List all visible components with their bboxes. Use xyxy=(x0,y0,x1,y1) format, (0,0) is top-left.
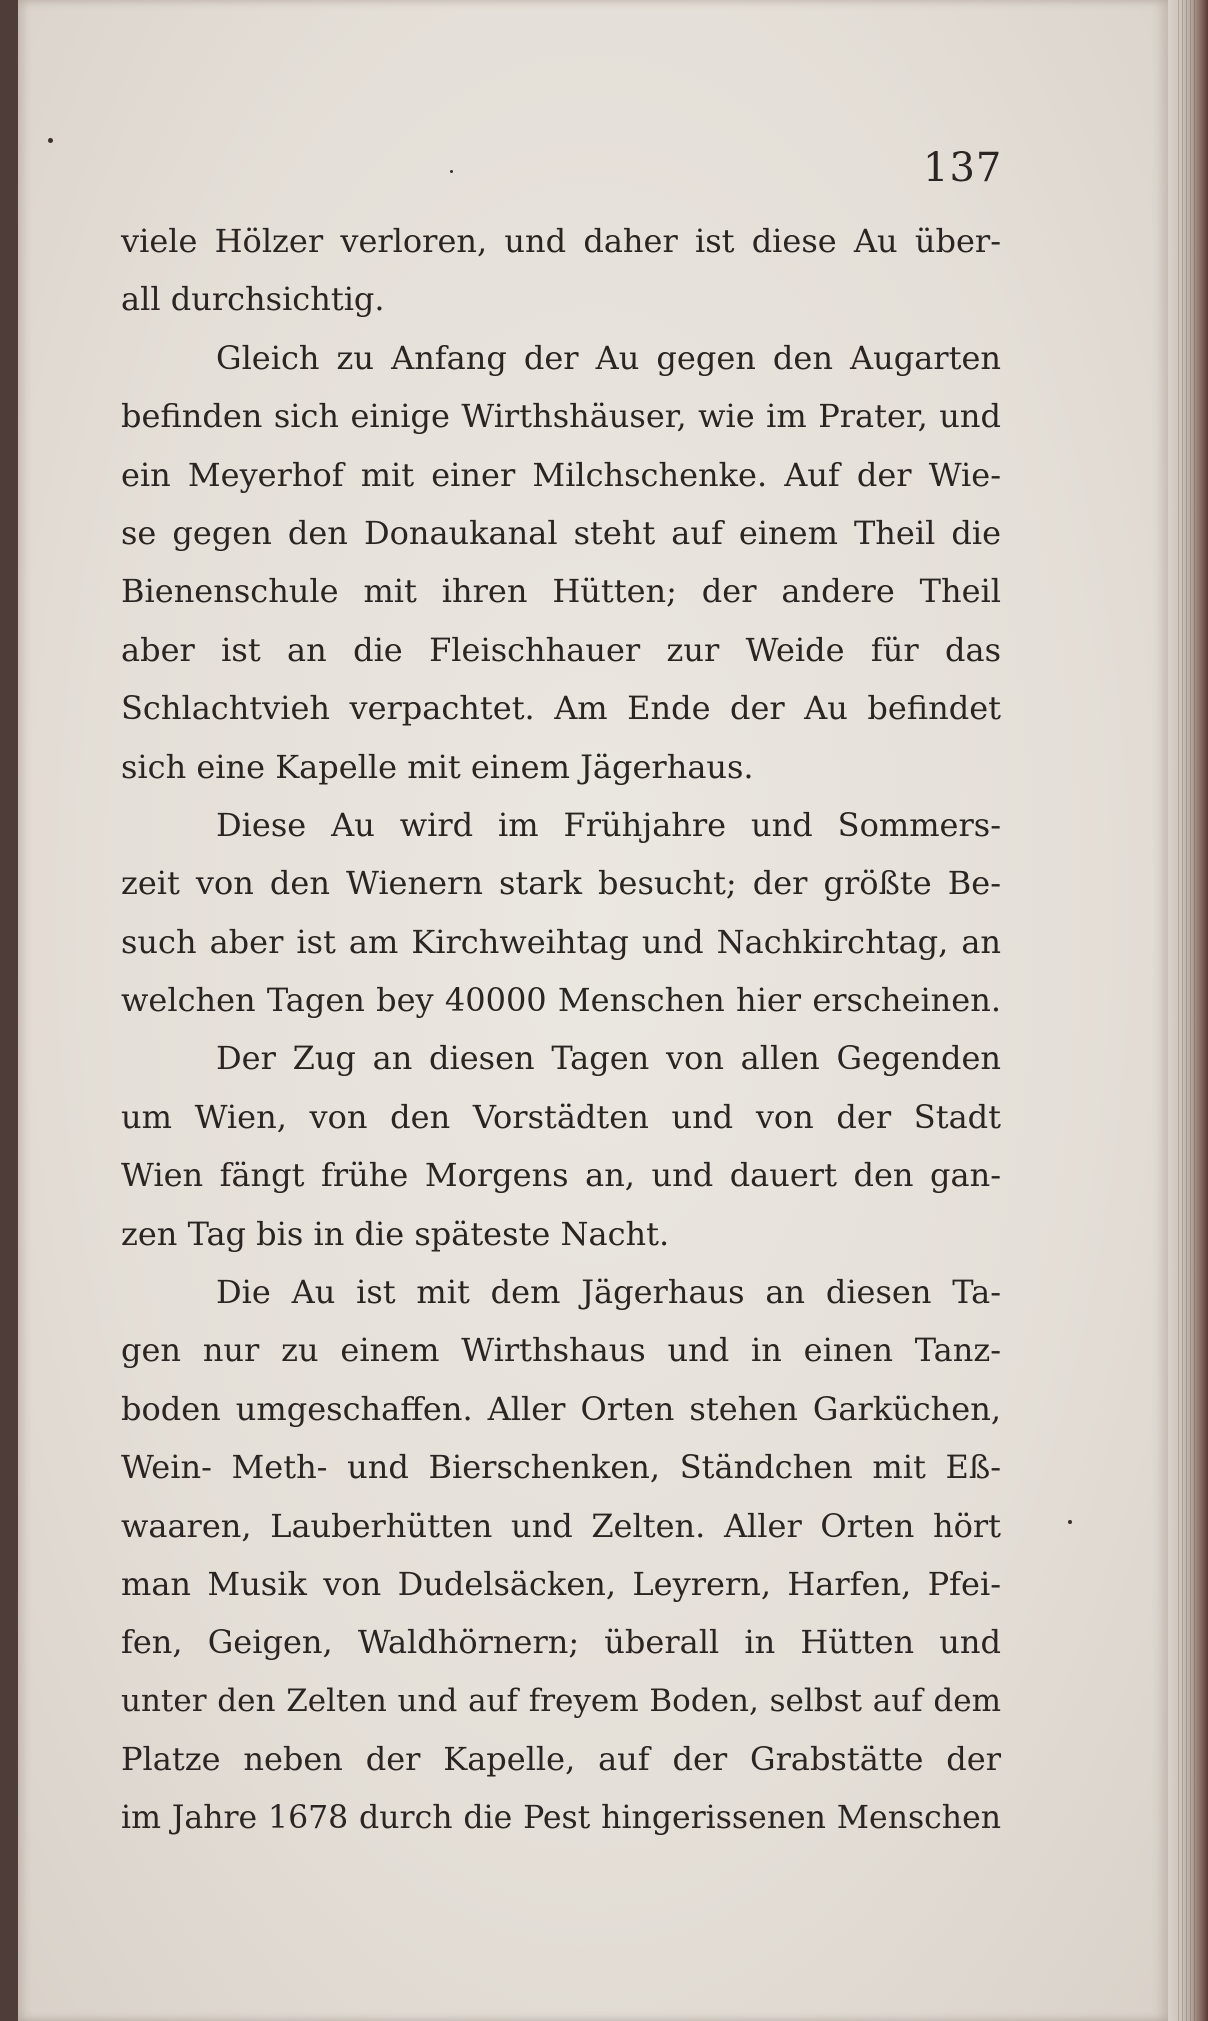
text-line: welchen Tagen bey 40000 Menschen hier erscheinen. xyxy=(121,981,1001,1020)
page-edge-lines xyxy=(1178,0,1198,2021)
text-line: ein Meyerhof mit einer Milchschenke. Auf der Wie- xyxy=(121,455,1001,494)
text-line: zen Tag bis in die späteste Nacht. xyxy=(121,1214,670,1253)
text-line: viele Hölzer verloren, und daher ist diese Au über- xyxy=(121,222,1001,260)
text-line: Wien fängt frühe Morgens an, und dauert den gan- xyxy=(121,1156,1001,1195)
text-line: sich eine Kapelle mit einem Jägerhaus. xyxy=(121,747,754,786)
text-line: Platze neben der Kapelle, auf der Grabstätte der xyxy=(121,1740,1001,1779)
text-line: Diese Au wird im Frühjahre und Sommers- xyxy=(216,805,1001,844)
text-line: im Jahre 1678 durch die Pest hingerissenen Menschen xyxy=(121,1799,1001,1836)
text-line: aber ist an die Fleischhauer zur Weide für das xyxy=(121,630,1001,669)
page-edge xyxy=(1168,0,1208,2021)
text-line: Bienenschule mit ihren Hütten; der andere Theil xyxy=(121,572,1001,611)
body-text xyxy=(121,212,1001,1847)
book-page xyxy=(18,0,1168,2021)
text-line: Wein- Meth- und Bierschenken, Ständchen mit Eß- xyxy=(121,1448,1001,1487)
text-line: zeit von den Wienern stark besucht; der größte Be- xyxy=(121,864,1001,903)
text-line: Gleich zu Anfang der Au gegen den Augarten xyxy=(216,338,1001,377)
page-number: 137 xyxy=(923,145,1003,191)
text-line: fen, Geigen, Waldhörnern; überall in Hütten und xyxy=(121,1623,1001,1662)
text-line: boden umgeschaffen. Aller Orten stehen Garküchen, xyxy=(121,1389,1001,1428)
text-line: man Musik von Dudelsäcken, Leyrern, Harfen, Pfei- xyxy=(121,1564,1001,1603)
text-line: um Wien, von den Vorstädten und von der Stadt xyxy=(121,1097,1001,1136)
text-line: gen nur zu einem Wirthshaus und in einen Tanz- xyxy=(121,1331,1001,1370)
paper-speck xyxy=(1068,1520,1072,1524)
text-line: Die Au ist mit dem Jägerhaus an diesen Ta- xyxy=(216,1273,1001,1312)
text-line: waaren, Lauberhütten und Zelten. Aller Orten hört xyxy=(121,1506,1001,1545)
text-line: such aber ist am Kirchweihtag und Nachkirchtag, an xyxy=(121,922,1001,961)
text-line: se gegen den Donaukanal steht auf einem Theil die xyxy=(121,513,1001,552)
text-line: all durchsichtig. xyxy=(121,280,385,319)
paper-speck xyxy=(450,170,453,173)
text-line: Der Zug an diesen Tagen von allen Gegenden xyxy=(216,1039,1001,1078)
text-line: unter den Zelten und auf freyem Boden, selbst auf dem xyxy=(121,1682,1001,1719)
paper-speck xyxy=(48,138,53,143)
text-line: befinden sich einige Wirthshäuser, wie im Prater, und xyxy=(121,397,1001,436)
text-line: Schlachtvieh verpachtet. Am Ende der Au befindet xyxy=(121,689,1001,728)
